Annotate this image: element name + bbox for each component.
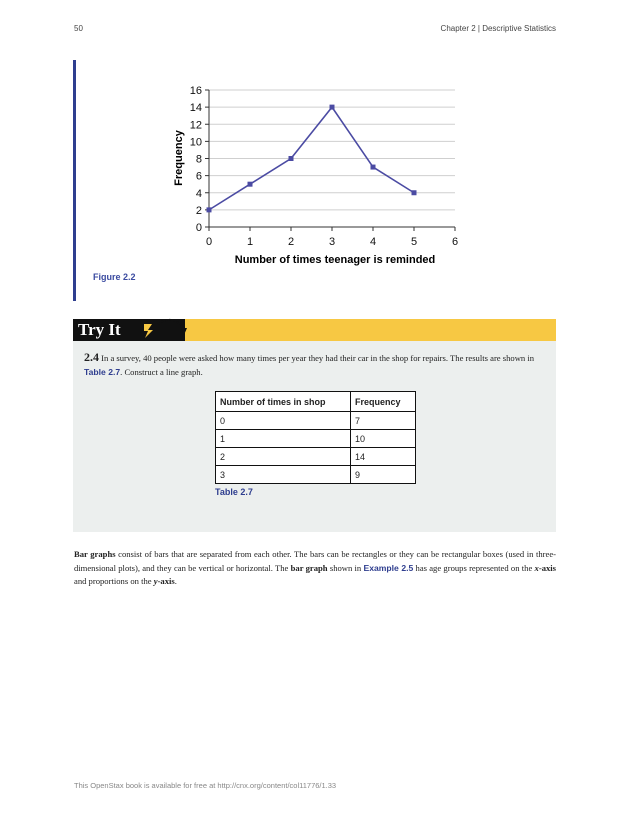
line-chart [160,78,470,270]
body-text: . [174,576,177,586]
term-axis: -axis [538,562,557,573]
problem-body: In a survey, 40 people were asked how many times per year they had their car in the shop for repairs. The results are shown in [99,353,535,363]
table-row [216,466,416,484]
y-tick-labels [190,85,202,234]
data-point [248,182,253,187]
table-cell: 0 [216,412,351,430]
data-point [289,156,294,161]
y-tick-label: 12 [189,119,202,132]
x-tick-label: 2 [287,236,295,248]
chapter-header: Chapter 2 | Descriptive Statistics [440,24,556,33]
body-paragraph [74,548,556,589]
figure-rule [73,60,76,301]
term-x: x [534,562,539,573]
data-point [371,165,376,170]
data-point [412,190,417,195]
body-text: consist of bars that are separated from each other. The bars can be rectangles or they can be rectangular boxes (used in three-dimensional plots), and they can be vertical or horizontal. The [74,549,556,573]
table-header: Frequency [351,392,416,412]
figure-label: Figure 2.2 [93,272,136,282]
y-tick-label: 8 [195,153,202,166]
y-tick-label: 0 [195,222,202,234]
term-axis: -axis [157,576,175,586]
x-tick-label: 1 [246,236,254,248]
table-header: Number of times in shop [216,392,351,412]
x-tick-label: 0 [205,236,213,248]
table-cell: 2 [216,448,351,466]
table-cell: 10 [351,430,416,448]
x-tick-label: 6 [451,236,459,248]
data-point [330,105,335,110]
problem-text [84,350,546,379]
table-cell: 3 [216,466,351,484]
y-axis-label: Frequency [173,130,185,186]
body-text: has age groups represented on the [413,562,535,573]
table-row [216,448,416,466]
table-caption: Table 2.7 [215,487,253,497]
data-table [215,391,416,484]
page-number: 50 [74,24,83,33]
x-tick-label: 3 [328,236,336,248]
example-link[interactable]: Example 2.5 [363,562,414,573]
data-point [207,207,212,212]
term-bar-graph: bar graph [290,562,328,573]
footer-note: This OpenStax book is available for free at http://cnx.org/content/col11776/1.33 [74,781,337,790]
table-cell: 1 [216,430,351,448]
term-y: y [153,576,158,586]
table-header-row [216,392,416,412]
problem-body-end: . Construct a line graph. [120,367,203,377]
table-cell: 9 [351,466,416,484]
x-tick-label: 4 [369,236,377,248]
x-tick-labels [206,236,458,248]
y-tick-label: 14 [189,102,202,115]
chart-grid [205,90,455,231]
body-text: shown in [327,562,364,573]
x-tick-label: 5 [410,236,418,248]
y-tick-label: 2 [195,204,202,217]
try-it-icon [140,318,192,342]
y-tick-label: 10 [189,136,202,149]
term-bar-graphs: Bar graphs [74,549,116,559]
table-cell: 7 [351,412,416,430]
table-row [216,412,416,430]
problem-number: 2.4 [84,350,99,364]
y-tick-label: 16 [189,85,202,97]
y-tick-label: 6 [195,170,202,183]
body-text: and proportions on the [74,576,154,586]
y-tick-label: 4 [195,187,202,200]
x-axis-label: Number of times teenager is reminded [234,254,436,266]
table-cell: 14 [351,448,416,466]
try-it-title: Try It [78,320,121,339]
table-link[interactable]: Table 2.7 [84,367,121,377]
table-row [216,430,416,448]
